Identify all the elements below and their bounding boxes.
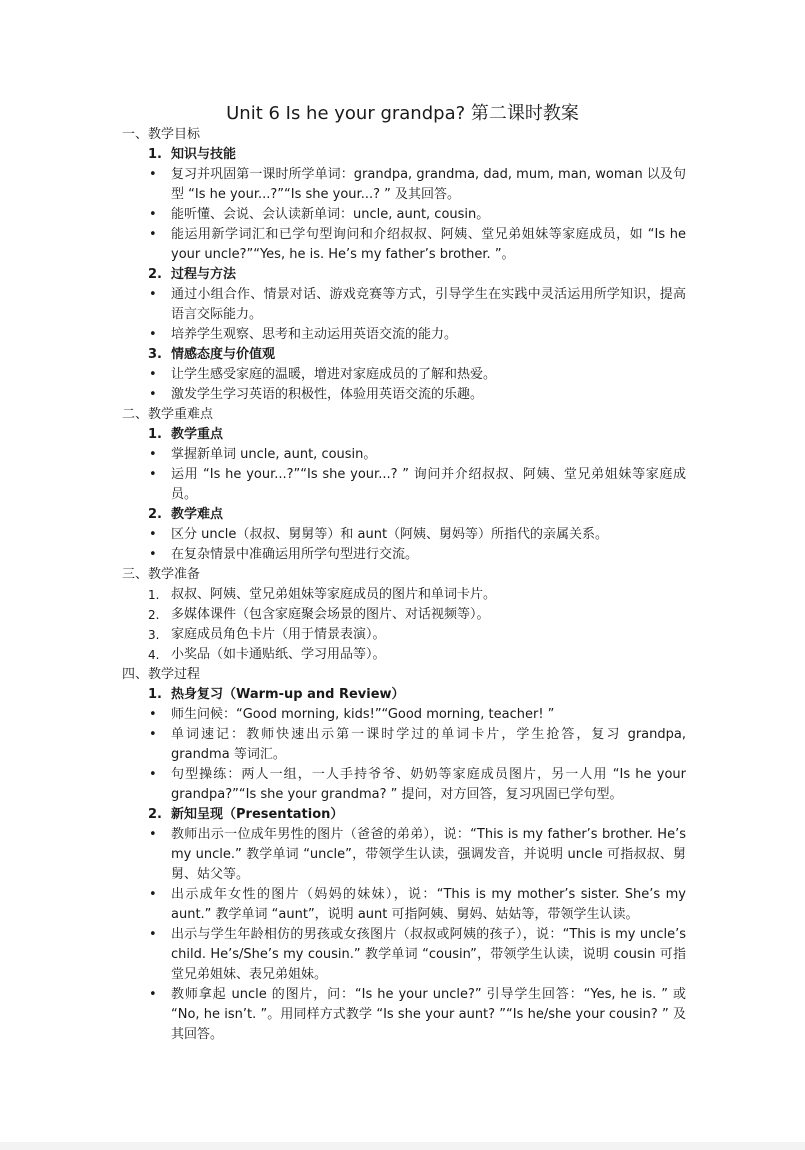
numbered-item [122,625,686,645]
list-item [122,825,686,885]
list-item [122,365,686,385]
bullet-icon: • [149,767,157,782]
subsection-knowledge-skills [122,145,686,165]
list-item [122,985,686,1045]
subsection-label: 教学重点 [171,427,224,442]
list-item [122,225,686,265]
numbered-item [122,645,686,665]
bullet-icon: • [149,387,157,402]
list-item-text: 激发学生学习英语的积极性，体验用英语交流的乐趣。 [171,387,484,402]
bullet-icon: • [149,547,157,562]
subsection-label: 新知呈现（Presentation） [171,807,344,822]
subsection-attitude-values [122,345,686,365]
item-text: 叔叔、阿姨、堂兄弟姐妹等家庭成员的图片和单词卡片。 [171,587,497,602]
list-item-text: 教师出示一位成年男性的图片（爸爸的弟弟），说：“This is my father’s brother. He’s my uncle.” 教学单词 “uncle”，带领学生认读，强调发音，并说明 uncle 可指叔叔、舅舅、姑父等。 [171,827,686,882]
subsection-label: 热身复习（Warm-up and Review） [171,687,405,702]
subsection-number: 3. [148,347,162,362]
list-item [122,165,686,205]
subsection-label: 知识与技能 [171,147,237,162]
document-body [122,125,686,1045]
page-title: Unit 6 Is he your grandpa? 第二课时教案 [226,103,579,124]
subsection-label: 教学难点 [171,507,224,522]
subsection-number: 1. [148,147,162,162]
list-item [122,385,686,405]
bullet-icon: • [149,887,157,902]
list-item-text: 出示与学生年龄相仿的男孩或女孩图片（叔叔或阿姨的孩子），说：“This is my uncle’s child. He’s/She’s my cousin.” 教学单词 “cousin”，带领学生认读，说明 cousin 可指堂兄弟姐妹、表兄弟姐妹。 [171,927,686,982]
list-item-text: 掌握新单词 uncle, aunt, cousin。 [171,447,377,462]
bullet-icon: • [149,727,157,742]
bullet-icon: • [149,467,157,482]
subsection-process-methods [122,265,686,285]
list-item-text: 出示成年女性的图片（妈妈的妹妹），说：“This is my mother’s sister. She’s my aunt.” 教学单词 “aunt”，说明 aunt 可指阿姨、舅妈、姑姑等，带领学生认读。 [171,887,686,922]
list-item [122,445,686,465]
bullet-icon: • [149,287,157,302]
list-item [122,525,686,545]
list-item-text: 能运用新学词汇和已学句型询问和介绍叔叔、阿姨、堂兄弟姐妹等家庭成员，如 “Is he your uncle?”“Yes, he is. He’s my father’s brother. ”。 [171,227,686,262]
bullet-icon: • [149,707,157,722]
numbered-item [122,605,686,625]
section-heading-process: 四、教学过程 [122,667,201,682]
list-item-text: 单词速记：教师快速出示第一课时学过的单词卡片，学生抢答，复习 grandpa, grandma 等词汇。 [171,727,686,762]
subsection-number: 2. [148,267,162,282]
list-item [122,885,686,925]
list-item-text: 句型操练：两人一组，一人手持爷爷、奶奶等家庭成员图片，另一人用 “Is he your grandpa?”“Is she your grandma? ” 提问，对方回答，复习巩固已学句型。 [171,767,686,802]
list-item-text: 区分 uncle（叔叔、舅舅等）和 aunt（阿姨、舅妈等）所指代的亲属关系。 [171,527,609,542]
list-item-text: 教师拿起 uncle 的图片，问：“Is he your uncle?” 引导学生回答：“Yes, he is. ” 或 “No, he isn’t. ”。用同样方式教学 “Is she your aunt? ”“Is he/she your cousin? ” 及其回答。 [171,987,686,1042]
list-item-text: 复习并巩固第一课时所学单词：grandpa, grandma, dad, mum, man, woman 以及句型 “Is he your...?”“Is she your...? ” 及其回答。 [171,167,686,202]
bullet-icon: • [149,527,157,542]
list-item [122,285,686,325]
list-item-text: 师生问候：“Good morning, kids!”“Good morning, teacher! ” [171,707,555,722]
list-item [122,725,686,765]
subsection-label: 过程与方法 [171,267,237,282]
item-text: 家庭成员角色卡片（用于情景表演）。 [171,627,386,642]
list-item [122,545,686,565]
list-item-text: 让学生感受家庭的温暖，增进对家庭成员的了解和热爱。 [171,367,497,382]
bullet-icon: • [149,207,157,222]
subsection-label: 情感态度与价值观 [171,347,276,362]
list-item-text: 培养学生观察、思考和主动运用英语交流的能力。 [171,327,458,342]
list-item [122,925,686,985]
item-text: 小奖品（如卡通贴纸、学习用品等）。 [171,647,386,662]
subsection-key-points [122,425,686,445]
subsection-difficulties [122,505,686,525]
bullet-icon: • [149,827,157,842]
list-item [122,765,686,805]
list-item-text: 运用 “Is he your...?”“Is she your...? ” 询问并介绍叔叔、阿姨、堂兄弟姐妹等家庭成员。 [171,467,686,502]
subsection-presentation [122,805,686,825]
list-item-text: 在复杂情景中准确运用所学句型进行交流。 [171,547,419,562]
subsection-number: 1. [148,427,162,442]
bullet-icon: • [149,927,157,942]
list-item [122,205,686,225]
list-item-text: 通过小组合作、情景对话、游戏竞赛等方式，引导学生在实践中灵活运用所学知识，提高语言交际能力。 [171,287,686,322]
numbered-item [122,585,686,605]
list-item [122,325,686,345]
bullet-icon: • [149,367,157,382]
subsection-number: 2. [148,807,162,822]
bullet-icon: • [149,167,157,182]
list-item [122,705,686,725]
item-number: 1. [148,588,160,602]
subsection-number: 2. [148,507,162,522]
item-text: 多媒体课件（包含家庭聚会场景的图片、对话视频等）。 [171,607,490,622]
section-heading-preparation: 三、教学准备 [122,567,201,582]
bullet-icon: • [149,987,157,1002]
section-heading-key-points: 二、教学重难点 [122,407,214,422]
list-item [122,465,686,505]
bullet-icon: • [149,227,157,242]
section-heading-objectives: 一、教学目标 [122,127,201,142]
bullet-icon: • [149,447,157,462]
item-number: 2. [148,608,160,622]
item-number: 3. [148,628,160,642]
list-item-text: 能听懂、会说、会认读新单词：uncle, aunt, cousin。 [171,207,490,222]
bullet-icon: • [149,327,157,342]
subsection-warm-up [122,685,686,705]
subsection-number: 1. [148,687,162,702]
item-number: 4. [148,648,160,662]
